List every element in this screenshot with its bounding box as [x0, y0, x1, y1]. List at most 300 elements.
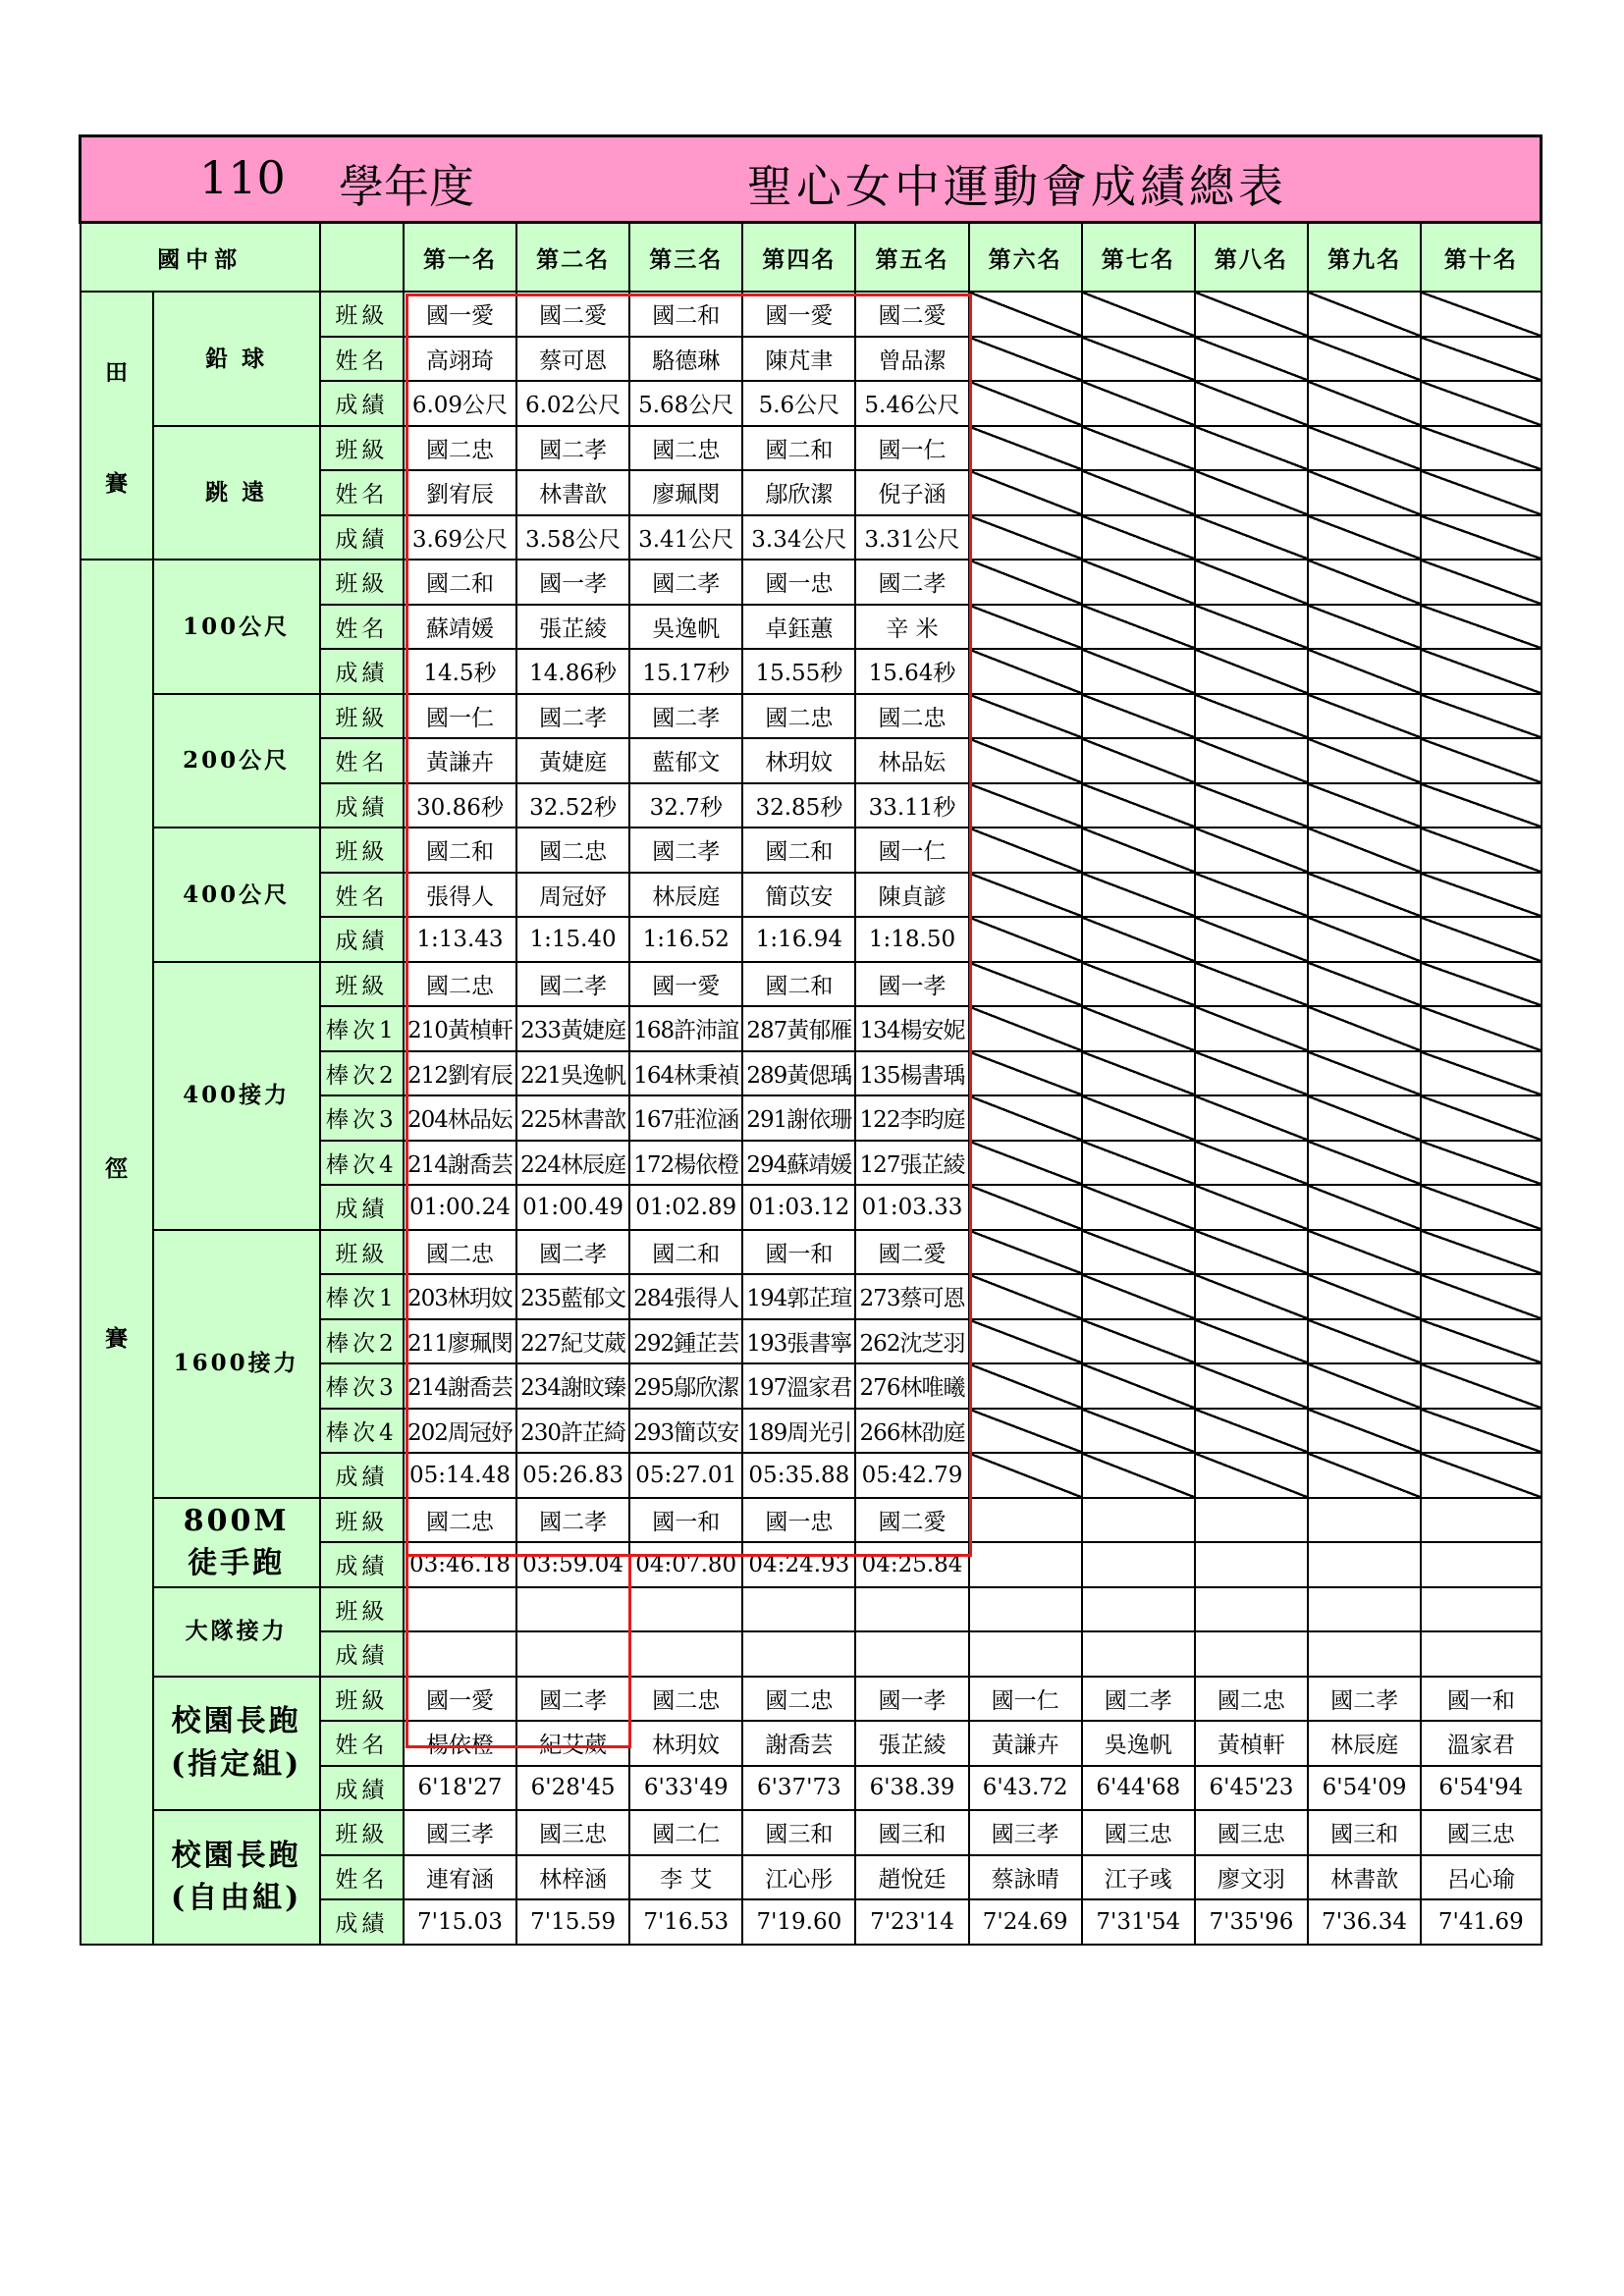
result-cell: 1:15.40 — [516, 917, 629, 962]
result-cell: 202周冠妤 — [404, 1409, 516, 1454]
result-cell: 276林唯曦 — [855, 1363, 968, 1409]
result-cell: 國三孝 — [404, 1810, 516, 1855]
result-cell: 國一和 — [629, 1498, 742, 1543]
hatched-cell — [1082, 1141, 1195, 1186]
hatched-cell — [969, 828, 1082, 873]
rank-header: 第一名 — [404, 223, 516, 293]
hatched-cell — [969, 738, 1082, 783]
empty-cell — [1308, 1542, 1421, 1587]
hatched-cell — [1082, 1051, 1195, 1096]
result-cell: 127張芷綾 — [855, 1141, 968, 1186]
hatched-cell — [1421, 783, 1541, 828]
hatched-cell — [1308, 1051, 1421, 1096]
result-cell: 國二和 — [629, 292, 742, 337]
result-cell: 7'23'14 — [855, 1899, 968, 1945]
result-cell: 周冠妤 — [516, 873, 629, 918]
hatched-cell — [969, 1319, 1082, 1364]
result-cell: 林品妘 — [855, 738, 968, 783]
result-cell: 284張得人 — [629, 1274, 742, 1319]
row-label: 班級 — [320, 292, 404, 337]
result-cell: 國一忠 — [742, 1498, 855, 1543]
event-name-line: (自由組) — [170, 1881, 302, 1916]
result-cell — [516, 1587, 629, 1632]
row-label: 班級 — [320, 1677, 404, 1722]
hatched-cell — [1195, 605, 1308, 650]
event-name-line: (指定組) — [170, 1746, 302, 1782]
result-cell: 黃謙卉 — [404, 738, 516, 783]
row-label: 班級 — [320, 694, 404, 739]
result-cell: 14.5秒 — [404, 649, 516, 694]
rank-header: 第八名 — [1195, 223, 1308, 293]
hatched-cell — [1421, 828, 1541, 873]
empty-cell — [1195, 1498, 1308, 1543]
result-cell: 張得人 — [404, 873, 516, 918]
result-cell: 國二忠 — [404, 962, 516, 1007]
result-cell: 國二孝 — [1082, 1677, 1195, 1722]
hatched-cell — [1195, 515, 1308, 561]
result-cell: 國二仁 — [629, 1810, 742, 1855]
hatched-cell — [1195, 738, 1308, 783]
result-cell: 211廖珮閔 — [404, 1319, 516, 1364]
result-cell: 國二忠 — [404, 426, 516, 471]
hatched-cell — [969, 1230, 1082, 1275]
result-cell: 189周光引 — [742, 1409, 855, 1454]
hatched-cell — [969, 1185, 1082, 1230]
event-name-line: 徒手跑 — [188, 1546, 286, 1580]
event-name — [153, 1230, 320, 1498]
result-cell: 6'45'23 — [1195, 1766, 1308, 1811]
hatched-cell — [1082, 1409, 1195, 1454]
result-cell: 05:27.01 — [629, 1453, 742, 1498]
event-name — [153, 828, 320, 962]
result-cell: 15.17秒 — [629, 649, 742, 694]
result-cell: 國三和 — [1308, 1810, 1421, 1855]
hatched-cell — [1308, 649, 1421, 694]
hatched-cell — [1308, 1006, 1421, 1051]
result-cell: 193張書寧 — [742, 1319, 855, 1364]
hatched-cell — [1082, 828, 1195, 873]
rank-header: 第四名 — [742, 223, 855, 293]
event-name-text: 1600接力 — [173, 1350, 299, 1377]
row-label: 姓名 — [320, 1721, 404, 1766]
hatched-cell — [1195, 1274, 1308, 1319]
row-label: 成績 — [320, 649, 404, 694]
hatched-cell — [1421, 1185, 1541, 1230]
result-cell: 227紀艾葳 — [516, 1319, 629, 1364]
rank-header: 第五名 — [855, 223, 968, 293]
result-cell: 國一仁 — [404, 694, 516, 739]
result-cell: 黃謙卉 — [969, 1721, 1082, 1766]
result-cell: 291謝依珊 — [742, 1095, 855, 1141]
hatched-cell — [969, 649, 1082, 694]
empty-cell — [1308, 1498, 1421, 1543]
result-cell — [629, 1587, 742, 1632]
event-name-text: 鉛 球 — [205, 345, 268, 372]
result-cell: 266林劭庭 — [855, 1409, 968, 1454]
result-cell: 國二和 — [742, 962, 855, 1007]
hatched-cell — [1421, 1274, 1541, 1319]
row-label: 成績 — [320, 1631, 404, 1677]
hatched-cell — [1308, 783, 1421, 828]
result-cell: 國一孝 — [855, 1677, 968, 1722]
header-blank — [320, 223, 404, 293]
hatched-cell — [1421, 738, 1541, 783]
hatched-cell — [1195, 337, 1308, 382]
hatched-cell — [1421, 292, 1541, 337]
result-cell: 287黃郁雁 — [742, 1006, 855, 1051]
table-row — [81, 828, 1542, 873]
result-cell: 國二孝 — [855, 560, 968, 605]
hatched-cell — [1421, 1409, 1541, 1454]
result-cell: 04:25.84 — [855, 1542, 968, 1587]
empty-cell — [1308, 1631, 1421, 1677]
hatched-cell — [1082, 560, 1195, 605]
result-cell: 陳貞諺 — [855, 873, 968, 918]
hatched-cell — [969, 515, 1082, 561]
hatched-cell — [969, 962, 1082, 1007]
result-cell: 172楊依橙 — [629, 1141, 742, 1186]
result-cell: 國一孝 — [855, 962, 968, 1007]
result-cell: 6'44'68 — [1082, 1766, 1195, 1811]
result-cell: 05:14.48 — [404, 1453, 516, 1498]
result-cell: 國一愛 — [629, 962, 742, 1007]
hatched-cell — [1308, 873, 1421, 918]
result-cell: 林梓涵 — [516, 1855, 629, 1900]
row-label: 成績 — [320, 381, 404, 426]
result-cell: 224林辰庭 — [516, 1141, 629, 1186]
result-cell: 國三忠 — [516, 1810, 629, 1855]
event-name — [153, 1810, 320, 1945]
row-label: 姓名 — [320, 605, 404, 650]
hatched-cell — [1195, 649, 1308, 694]
empty-cell — [1421, 1587, 1541, 1632]
hatched-cell — [1308, 1409, 1421, 1454]
title-term: 學年度 — [339, 160, 474, 213]
result-cell: 國二愛 — [855, 1230, 968, 1275]
table-row — [81, 560, 1542, 605]
hatched-cell — [1308, 1095, 1421, 1141]
result-cell: 203林玥妏 — [404, 1274, 516, 1319]
hatched-cell — [1421, 560, 1541, 605]
result-cell: 197溫家君 — [742, 1363, 855, 1409]
hatched-cell — [1308, 1230, 1421, 1275]
hatched-cell — [1195, 1006, 1308, 1051]
result-cell: 國二和 — [629, 1230, 742, 1275]
title-main: 聖心女中運動會成績總表 — [747, 160, 1287, 213]
hatched-cell — [1421, 1319, 1541, 1364]
result-cell: 168許沛誼 — [629, 1006, 742, 1051]
event-name — [153, 560, 320, 694]
hatched-cell — [969, 1095, 1082, 1141]
result-cell: 國二愛 — [855, 292, 968, 337]
results-table — [79, 134, 1543, 1946]
hatched-cell — [1195, 1453, 1308, 1498]
hatched-cell — [1082, 605, 1195, 650]
group-char: 徑 — [105, 1155, 129, 1183]
hatched-cell — [1421, 649, 1541, 694]
result-cell: 國二孝 — [629, 560, 742, 605]
hatched-cell — [1082, 738, 1195, 783]
result-cell: 張芷綾 — [516, 605, 629, 650]
row-label: 棒次3 — [320, 1363, 404, 1409]
result-cell: 273蔡可恩 — [855, 1274, 968, 1319]
hatched-cell — [1082, 649, 1195, 694]
result-cell: 國一仁 — [969, 1677, 1082, 1722]
result-cell: 32.85秒 — [742, 783, 855, 828]
hatched-cell — [969, 1051, 1082, 1096]
hatched-cell — [969, 560, 1082, 605]
hatched-cell — [1308, 1319, 1421, 1364]
result-cell: 292鍾芷芸 — [629, 1319, 742, 1364]
hatched-cell — [1421, 694, 1541, 739]
empty-cell — [1195, 1587, 1308, 1632]
result-cell: 李 艾 — [629, 1855, 742, 1900]
result-cell — [629, 1631, 742, 1677]
hatched-cell — [1195, 873, 1308, 918]
result-cell: 蘇靖媛 — [404, 605, 516, 650]
hatched-cell — [1421, 1230, 1541, 1275]
table-row — [81, 694, 1542, 739]
hatched-cell — [1195, 1409, 1308, 1454]
hatched-cell — [1082, 1453, 1195, 1498]
row-label: 成績 — [320, 1766, 404, 1811]
event-name — [153, 426, 320, 561]
event-name-text: 跳 遠 — [205, 479, 268, 507]
row-label: 班級 — [320, 1230, 404, 1275]
result-cell: 32.7秒 — [629, 783, 742, 828]
result-cell: 黃婕庭 — [516, 738, 629, 783]
hatched-cell — [1308, 515, 1421, 561]
hatched-cell — [969, 917, 1082, 962]
result-cell: 289黃偲瑀 — [742, 1051, 855, 1096]
hatched-cell — [1421, 470, 1541, 515]
result-cell: 國一孝 — [516, 560, 629, 605]
result-cell: 7'15.03 — [404, 1899, 516, 1945]
result-cell: 01:00.49 — [516, 1185, 629, 1230]
result-cell: 國二孝 — [1308, 1677, 1421, 1722]
result-cell: 122李昀庭 — [855, 1095, 968, 1141]
event-name — [153, 1587, 320, 1677]
result-cell: 駱德琳 — [629, 337, 742, 382]
hatched-cell — [1308, 426, 1421, 471]
table-row — [81, 1677, 1542, 1722]
hatched-cell — [1195, 783, 1308, 828]
result-cell: 6'43.72 — [969, 1766, 1082, 1811]
result-cell: 7'36.34 — [1308, 1899, 1421, 1945]
result-cell: 05:26.83 — [516, 1453, 629, 1498]
result-cell — [742, 1587, 855, 1632]
result-cell: 鄔欣潔 — [742, 470, 855, 515]
hatched-cell — [1082, 783, 1195, 828]
hatched-cell — [1195, 1363, 1308, 1409]
result-cell: 卓鈺蕙 — [742, 605, 855, 650]
result-cell: 簡苡安 — [742, 873, 855, 918]
event-name — [153, 292, 320, 426]
result-cell: 國二孝 — [629, 828, 742, 873]
result-cell — [742, 1631, 855, 1677]
result-cell: 林辰庭 — [629, 873, 742, 918]
empty-cell — [1082, 1498, 1195, 1543]
result-cell: 1:16.94 — [742, 917, 855, 962]
result-cell: 辛 米 — [855, 605, 968, 650]
event-name-text: 大隊接力 — [185, 1618, 288, 1645]
hatched-cell — [1308, 1274, 1421, 1319]
row-label: 成績 — [320, 515, 404, 561]
hatched-cell — [1195, 1319, 1308, 1364]
event-name — [153, 1677, 320, 1811]
table-row — [81, 1810, 1542, 1855]
result-cell: 6.09公尺 — [404, 381, 516, 426]
event-name — [153, 1498, 320, 1587]
hatched-cell — [1421, 873, 1541, 918]
hatched-cell — [969, 337, 1082, 382]
empty-cell — [969, 1542, 1082, 1587]
hatched-cell — [1082, 873, 1195, 918]
result-cell: 212劉宥辰 — [404, 1051, 516, 1096]
result-cell: 黃楨軒 — [1195, 1721, 1308, 1766]
hatched-cell — [1195, 560, 1308, 605]
empty-cell — [1308, 1587, 1421, 1632]
hatched-cell — [1421, 605, 1541, 650]
result-cell: 江心彤 — [742, 1855, 855, 1900]
row-label: 棒次4 — [320, 1409, 404, 1454]
result-cell: 01:03.12 — [742, 1185, 855, 1230]
hatched-cell — [1195, 1141, 1308, 1186]
group-char: 田 — [105, 358, 129, 386]
hatched-cell — [1082, 292, 1195, 337]
result-cell: 204林品妘 — [404, 1095, 516, 1141]
hatched-cell — [1195, 962, 1308, 1007]
result-cell: 225林書歆 — [516, 1095, 629, 1141]
hatched-cell — [969, 1141, 1082, 1186]
result-cell: 214謝喬芸 — [404, 1363, 516, 1409]
group-char: 賽 — [105, 1325, 129, 1353]
rank-header: 第十名 — [1421, 223, 1541, 293]
result-cell: 164林秉禎 — [629, 1051, 742, 1096]
rank-header: 第二名 — [516, 223, 629, 293]
result-cell: 國一愛 — [404, 1677, 516, 1722]
hatched-cell — [1421, 962, 1541, 1007]
hatched-cell — [1082, 694, 1195, 739]
result-cell: 3.58公尺 — [516, 515, 629, 561]
title-bar — [81, 136, 1542, 223]
hatched-cell — [1195, 1095, 1308, 1141]
row-label: 班級 — [320, 1810, 404, 1855]
result-cell: 國二孝 — [516, 1498, 629, 1543]
rank-header: 第六名 — [969, 223, 1082, 293]
row-label: 棒次4 — [320, 1141, 404, 1186]
hatched-cell — [969, 1409, 1082, 1454]
row-label: 棒次3 — [320, 1095, 404, 1141]
result-cell: 167莊涖涵 — [629, 1095, 742, 1141]
hatched-cell — [1195, 426, 1308, 471]
result-cell — [404, 1631, 516, 1677]
result-cell: 5.46公尺 — [855, 381, 968, 426]
empty-cell — [1421, 1542, 1541, 1587]
hatched-cell — [969, 694, 1082, 739]
result-cell: 曾品潔 — [855, 337, 968, 382]
result-cell: 紀艾葳 — [516, 1721, 629, 1766]
table-row — [81, 1498, 1542, 1543]
hatched-cell — [1308, 1185, 1421, 1230]
result-cell: 7'24.69 — [969, 1899, 1082, 1945]
result-cell: 235藍郁文 — [516, 1274, 629, 1319]
hatched-cell — [1082, 1185, 1195, 1230]
hatched-cell — [1082, 962, 1195, 1007]
result-cell: 國二孝 — [516, 1230, 629, 1275]
result-cell: 江子彧 — [1082, 1855, 1195, 1900]
hatched-cell — [1421, 515, 1541, 561]
result-cell: 04:07.80 — [629, 1542, 742, 1587]
result-cell: 210黃楨軒 — [404, 1006, 516, 1051]
title-year: 110 — [199, 151, 286, 204]
hatched-cell — [1421, 1363, 1541, 1409]
table-row — [81, 962, 1542, 1007]
hatched-cell — [1421, 337, 1541, 382]
result-cell: 135楊書瑀 — [855, 1051, 968, 1096]
result-cell: 國二忠 — [1195, 1677, 1308, 1722]
result-cell: 林辰庭 — [1308, 1721, 1421, 1766]
result-cell: 國三和 — [855, 1810, 968, 1855]
result-cell: 134楊安妮 — [855, 1006, 968, 1051]
event-name-text: 400接力 — [183, 1082, 291, 1109]
result-cell: 國三和 — [742, 1810, 855, 1855]
row-label: 姓名 — [320, 470, 404, 515]
result-cell: 國二孝 — [516, 694, 629, 739]
hatched-cell — [1421, 1453, 1541, 1498]
row-label: 成績 — [320, 917, 404, 962]
hatched-cell — [969, 1274, 1082, 1319]
table-row — [81, 426, 1542, 471]
hatched-cell — [1082, 337, 1195, 382]
result-cell: 6'18'27 — [404, 1766, 516, 1811]
event-name-text: 400公尺 — [183, 881, 291, 908]
result-cell: 倪子涵 — [855, 470, 968, 515]
row-label: 成績 — [320, 1453, 404, 1498]
empty-cell — [1421, 1498, 1541, 1543]
department-cell: 國中部 — [81, 223, 320, 293]
result-cell: 陳芃聿 — [742, 337, 855, 382]
result-cell: 吳逸帆 — [1082, 1721, 1195, 1766]
result-cell: 214謝喬芸 — [404, 1141, 516, 1186]
result-cell: 國二孝 — [516, 962, 629, 1007]
event-name-text: 200公尺 — [183, 747, 291, 774]
table-row — [81, 1230, 1542, 1275]
hatched-cell — [1308, 337, 1421, 382]
result-cell: 15.64秒 — [855, 649, 968, 694]
result-cell: 國二愛 — [516, 292, 629, 337]
result-cell: 3.69公尺 — [404, 515, 516, 561]
result-cell: 7'16.53 — [629, 1899, 742, 1945]
result-cell: 30.86秒 — [404, 783, 516, 828]
result-cell: 14.86秒 — [516, 649, 629, 694]
hatched-cell — [969, 783, 1082, 828]
row-label: 姓名 — [320, 873, 404, 918]
result-cell: 6'37'73 — [742, 1766, 855, 1811]
rank-header: 第七名 — [1082, 223, 1195, 293]
result-cell: 國二忠 — [855, 694, 968, 739]
result-cell: 國二忠 — [629, 1677, 742, 1722]
result-cell: 楊依橙 — [404, 1721, 516, 1766]
result-cell: 1:13.43 — [404, 917, 516, 962]
hatched-cell — [1082, 1274, 1195, 1319]
result-cell: 國三忠 — [1195, 1810, 1308, 1855]
result-cell: 1:16.52 — [629, 917, 742, 962]
hatched-cell — [969, 1006, 1082, 1051]
hatched-cell — [1308, 560, 1421, 605]
result-cell: 01:02.89 — [629, 1185, 742, 1230]
empty-cell — [969, 1498, 1082, 1543]
